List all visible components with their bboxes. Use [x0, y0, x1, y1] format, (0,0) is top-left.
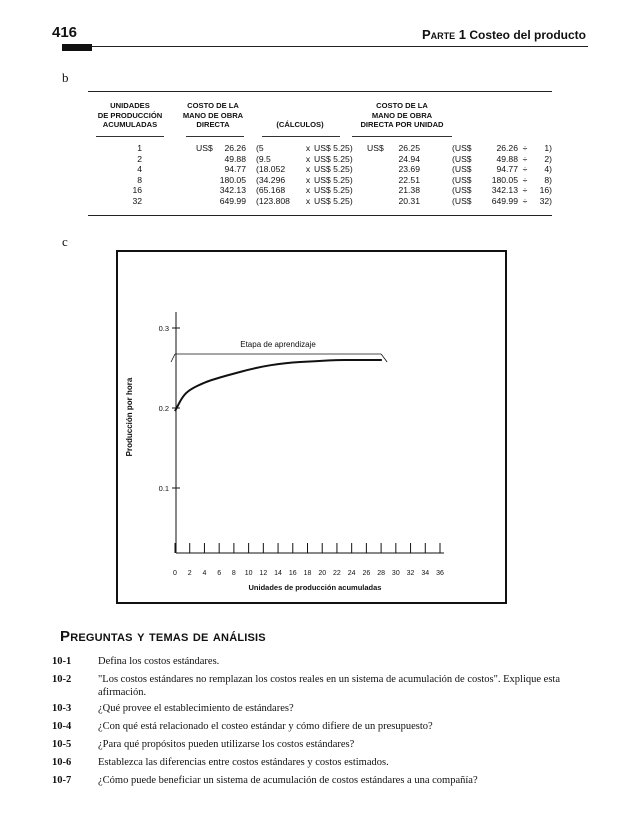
header-rule-cost: [186, 136, 244, 137]
cell-calc-hours: (65.168: [256, 185, 286, 196]
cell-calc-times: x: [305, 196, 311, 206]
question-number: 10-2: [52, 674, 72, 685]
cell-units: 16: [132, 185, 142, 196]
x-axis-label: Unidades de producción acumuladas: [248, 583, 382, 592]
cell-div-currency: (US$: [452, 143, 472, 153]
cell-cost: 94.77: [224, 164, 246, 175]
cell-calc-hours: (18.052: [256, 164, 286, 175]
x-tick-label: 22: [333, 570, 341, 577]
header-black-bar: [62, 44, 92, 51]
cell-div-currency: (US$: [452, 185, 472, 196]
cell-div-cost: 649.99: [491, 196, 518, 206]
x-tick-label: 36: [436, 570, 444, 577]
x-tick-label: 24: [347, 570, 356, 577]
cell-calc-hours: (5: [256, 143, 264, 153]
cell-unit-cost: 26.25: [398, 143, 420, 153]
header-rule-units: [96, 136, 164, 137]
cell-calc-times: x: [305, 174, 311, 185]
header-cost: COSTO DE LA MANO DE OBRA DIRECTA: [182, 101, 244, 129]
cell-div-cost: 26.26: [496, 143, 518, 153]
cell-cost: 649.99: [219, 196, 246, 206]
cell-calc-rate: US$ 5.25): [314, 164, 353, 175]
question-text: Defina los costos estándares.: [98, 656, 220, 667]
cell-calc-rate: US$ 5.25): [314, 196, 353, 206]
header-rule-unit-cost: [352, 136, 452, 137]
x-tick-label: 32: [406, 570, 415, 577]
marker-c: c: [62, 234, 68, 249]
y-axis-label: Producción por hora: [125, 377, 134, 457]
cell-div-op: ÷: [522, 196, 528, 206]
question-text: ¿Cómo puede beneficiar un sistema de acumulación de costos estándares a una compañía?: [98, 775, 478, 786]
x-tick-label: 10: [244, 570, 253, 577]
header-calc: (CÁLCULOS): [276, 120, 324, 129]
header-unit-cost: COSTO DE LA MANO DE OBRA DIRECTA POR UNIDAD: [360, 101, 444, 129]
cell-calc-hours: (34.296: [256, 174, 286, 185]
x-tick-label: 14: [274, 570, 282, 577]
table-bottom-rule: [88, 215, 552, 216]
question-text: "Los costos estándares no remplazan los costos reales en un sistema de acumulación de costos". Explique esta afirmación.: [98, 674, 560, 698]
annotation-bracket-right-end: [381, 354, 387, 362]
x-tick-label: 28: [377, 570, 386, 577]
cell-div-op: ÷: [522, 143, 528, 153]
cell-unit-cost: 24.94: [398, 153, 420, 164]
cell-div-currency: (US$: [452, 153, 472, 164]
x-tick-label: 26: [362, 570, 371, 577]
cell-div-currency: (US$: [452, 164, 472, 175]
annotation-bracket-left-end: [171, 354, 175, 362]
learning-curve-line: [175, 360, 381, 411]
cell-units: 32: [132, 196, 142, 206]
cell-calc-rate: US$ 5.25): [314, 174, 353, 185]
cell-div-cost: 342.13: [491, 185, 518, 196]
section-title-text: Preguntas y temas de análisis: [60, 628, 266, 645]
cell-calc-hours: (123.808: [256, 196, 290, 206]
cell-div-units: 8): [544, 174, 552, 185]
cell-div-op: ÷: [522, 174, 528, 185]
cell-div-units: 16): [539, 185, 552, 196]
page-number: 416: [52, 24, 78, 41]
cell-div-cost: 94.77: [496, 164, 518, 175]
x-tick-label: 8: [231, 570, 236, 577]
cell-div-units: 4): [544, 164, 552, 175]
cell-div-units: 1): [544, 143, 552, 153]
cell-cost: 180.05: [219, 174, 246, 185]
cell-unit-cost: 23.69: [398, 164, 420, 175]
question-text: ¿Qué provee el establecimiento de estándares?: [98, 703, 294, 714]
cell-units: 1: [137, 143, 142, 153]
cell-cost: 49.88: [224, 153, 246, 164]
header-units: UNIDADES DE PRODUCCIÓN ACUMULADAS: [97, 101, 163, 129]
cell-div-cost: 180.05: [491, 174, 518, 185]
question-number: 10-3: [52, 703, 72, 714]
question-number: 10-5: [52, 739, 72, 750]
question-text: Establezca las diferencias entre costos estándares y costos estimados.: [98, 757, 389, 768]
cell-div-currency: (US$: [452, 196, 472, 206]
cell-calc-rate: US$ 5.25): [314, 185, 353, 196]
question-number: 10-7: [52, 775, 72, 786]
cell-calc-hours: (9.5: [256, 153, 271, 164]
y-tick-label: 0.3: [158, 324, 169, 333]
cell-unit-cost: 21.38: [398, 185, 420, 196]
cell-div-units: 32): [539, 196, 552, 206]
question-number: 10-4: [52, 721, 72, 732]
x-tick-label: 0: [173, 570, 177, 577]
x-tick-label: 16: [288, 570, 297, 577]
cell-div-currency: (US$: [452, 174, 472, 185]
x-tick-label: 30: [391, 570, 400, 577]
marker-b: b: [62, 70, 69, 85]
currency-unit-cost: US$: [367, 143, 384, 153]
cell-unit-cost: 22.51: [398, 174, 420, 185]
table-top-rule: [88, 91, 552, 92]
cell-calc-times: x: [305, 143, 311, 153]
cell-calc-times: x: [305, 185, 311, 196]
x-tick-label: 20: [318, 570, 327, 577]
y-tick-label: 0.1: [158, 484, 169, 493]
header-rule: [92, 46, 588, 47]
x-tick-label: 12: [259, 570, 268, 577]
cell-calc-times: x: [305, 164, 311, 175]
cell-div-cost: 49.88: [496, 153, 518, 164]
currency-cost: US$: [196, 143, 213, 153]
y-tick-label: 0.2: [158, 404, 169, 413]
cell-units: 8: [137, 174, 142, 185]
cell-div-op: ÷: [522, 153, 528, 164]
part-label: Parte 1: [421, 27, 466, 42]
cell-cost: 26.26: [224, 143, 246, 153]
cell-units: 4: [137, 164, 142, 175]
x-tick-label: 4: [202, 570, 207, 577]
question-text: ¿Para qué propósitos pueden utilizarse los costos estándares?: [98, 739, 355, 750]
cell-div-op: ÷: [522, 185, 528, 196]
cell-calc-rate: US$ 5.25): [314, 153, 353, 164]
cell-units: 2: [137, 153, 142, 164]
x-tick-label: 34: [421, 570, 430, 577]
learning-curve-chart: [116, 250, 507, 604]
cell-calc-times: x: [305, 153, 311, 164]
x-tick-label: 6: [217, 570, 222, 577]
x-tick-label: 2: [187, 570, 192, 577]
question-number: 10-1: [52, 656, 72, 667]
cell-unit-cost: 20.31: [398, 196, 420, 206]
cell-cost: 342.13: [219, 185, 246, 196]
cell-calc-rate: US$ 5.25): [314, 143, 353, 153]
x-tick-label: 18: [303, 570, 312, 577]
part-title: Costeo del producto: [469, 28, 586, 42]
section-title: [60, 628, 266, 645]
question-number: 10-6: [52, 757, 72, 768]
question-text: ¿Con qué está relacionado el costeo estándar y cómo difiere de un presupuesto?: [98, 721, 433, 732]
running-header: [422, 27, 586, 42]
header-rule-calc: [262, 136, 340, 137]
annotation-label: Etapa de aprendizaje: [240, 340, 316, 349]
cell-div-op: ÷: [522, 164, 528, 175]
cell-div-units: 2): [544, 153, 552, 164]
